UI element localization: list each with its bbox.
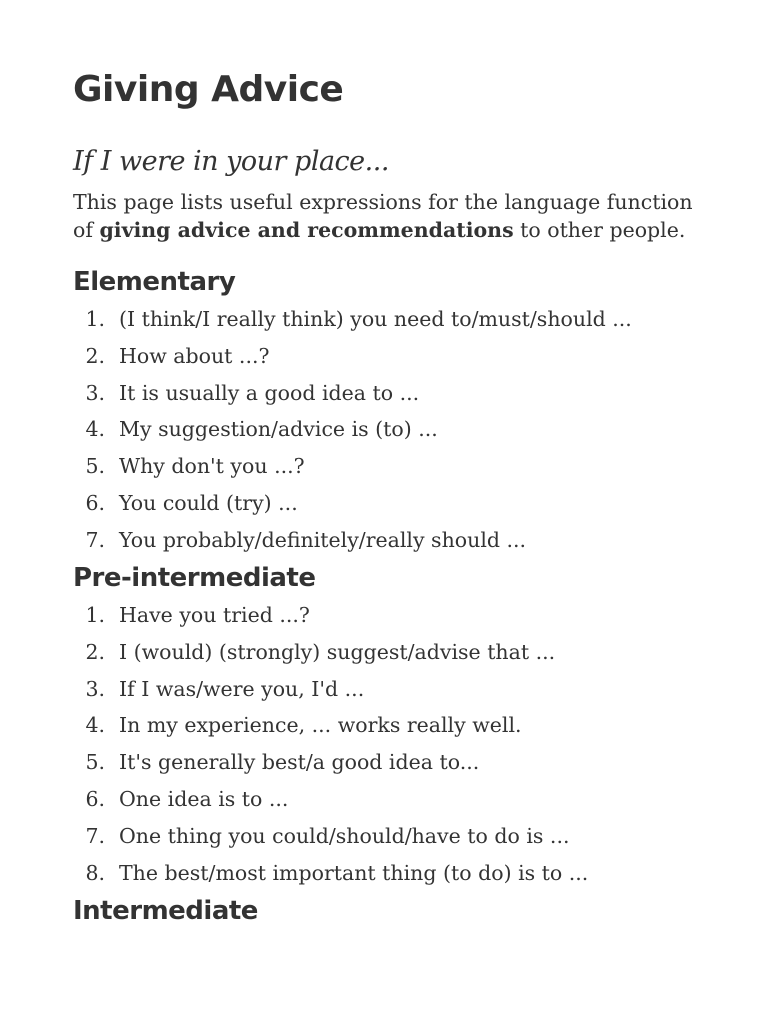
list-item-number: 7. <box>85 823 105 848</box>
list-item-text: It's generally best/a good idea to... <box>119 750 480 775</box>
list-item <box>73 301 713 338</box>
list-item-number: 5. <box>85 750 105 775</box>
page-subtitle: If I were in your place... <box>73 146 389 177</box>
list-item <box>73 597 713 634</box>
list-item-number: 7. <box>85 527 105 552</box>
list-item-number: 4. <box>85 417 105 442</box>
list-item-text: How about ...? <box>119 343 270 368</box>
intro-paragraph <box>73 188 713 244</box>
list-item <box>73 818 713 855</box>
list-item-number: 4. <box>85 713 105 738</box>
list-item <box>73 634 713 671</box>
list-item <box>73 855 713 892</box>
list-item-number: 1. <box>85 603 105 627</box>
list-item <box>73 707 713 744</box>
list-item-text: I (would) (strongly) suggest/advise that ... <box>119 639 556 664</box>
list-item-number: 8. <box>85 860 105 885</box>
list-elementary <box>73 301 713 559</box>
list-item <box>73 375 713 412</box>
section-heading-elementary: Elementary <box>73 267 236 297</box>
list-item-text: One idea is to ... <box>119 786 289 811</box>
list-item-number: 6. <box>85 490 105 515</box>
page-title: Giving Advice <box>73 69 344 110</box>
list-item <box>73 448 713 485</box>
list-item-text: My suggestion/advice is (to) ... <box>119 417 438 442</box>
list-item-number: 5. <box>85 454 105 479</box>
list-item-text: If I was/were you, I'd ... <box>119 676 365 701</box>
intro-text-bold: giving advice and recommendations <box>99 218 514 242</box>
intro-text-before: This page lists useful expressions for the language function of <box>73 190 693 242</box>
section-heading-intermediate: Intermediate <box>73 896 258 926</box>
list-item-number: 3. <box>85 676 105 701</box>
list-item <box>73 485 713 522</box>
list-item-number: 2. <box>85 343 105 368</box>
list-pre-intermediate <box>73 597 713 891</box>
list-item <box>73 411 713 448</box>
list-item-number: 6. <box>85 786 105 811</box>
intro-text-after: to other people. <box>513 218 686 242</box>
list-item-text: In my experience, ... works really well. <box>119 713 522 738</box>
list-item-text: You probably/definitely/really should ... <box>119 527 527 552</box>
list-item-text: (I think/I really think) you need to/must/should ... <box>119 307 632 331</box>
list-item-text: Why don't you ...? <box>119 454 305 479</box>
list-item <box>73 781 713 818</box>
list-item-number: 1. <box>85 307 105 331</box>
list-item <box>73 744 713 781</box>
list-item-number: 2. <box>85 639 105 664</box>
list-item-text: It is usually a good idea to ... <box>119 380 420 405</box>
list-item-text: The best/most important thing (to do) is to ... <box>119 860 589 885</box>
list-item-text: Have you tried ...? <box>119 603 310 627</box>
section-heading-pre-intermediate: Pre-intermediate <box>73 563 316 593</box>
list-item-number: 3. <box>85 380 105 405</box>
list-item-text: You could (try) ... <box>119 490 298 515</box>
list-item <box>73 522 713 559</box>
list-item-text: One thing you could/should/have to do is ... <box>119 823 570 848</box>
list-item <box>73 338 713 375</box>
list-item <box>73 671 713 708</box>
